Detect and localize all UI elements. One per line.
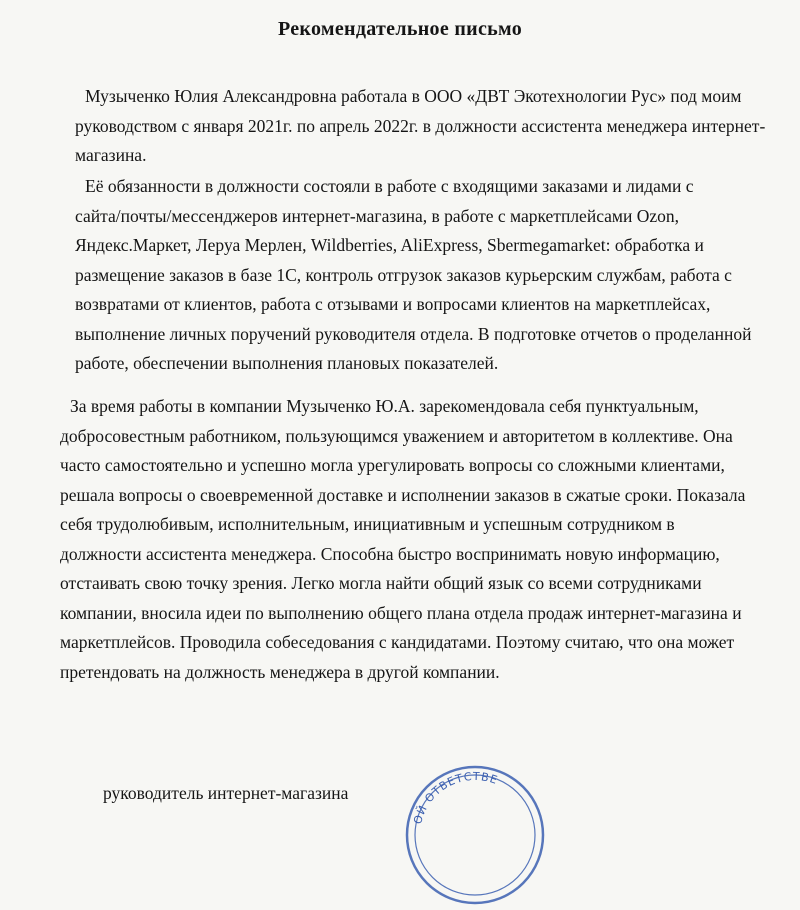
letter-title: Рекомендательное письмо (278, 18, 522, 40)
paragraph-line: За время работы в компании Музыченко Ю.А. зарекомендовала себя пунктуальным, (70, 396, 699, 416)
signature-line: руководитель интернет-магазина (103, 783, 349, 803)
paragraph-line: выполнение личных поручений руководителя отдела. В подготовке отчетов о проделанной (75, 323, 752, 344)
paragraph-1 (75, 82, 765, 171)
paragraph-line: компании, вносила идеи по выполнению общего плана отдела продаж интернет-магазина и (60, 602, 742, 623)
paragraph-line: сайта/почты/мессенджеров интернет-магазина, в работе с маркетплейсами Ozon, (75, 205, 680, 226)
paragraph-line: отстаивать свою точку зрения. Легко могла найти общий язык со всеми сотрудниками (60, 573, 702, 593)
paragraph-line: себя трудолюбивым, исполнительным, инициативным и успешным сотрудником в (60, 514, 675, 534)
paragraph-line: Музыченко Юлия Александровна работала в ООО «ДВТ Экотехнологии Рус» под моим (85, 86, 742, 106)
paragraph-line: магазина. (75, 145, 147, 165)
paragraph-line: претендовать на должность менеджера в другой компании. (60, 661, 500, 682)
paragraph-line: решала вопросы о своевременной доставке и исполнении заказов в сжатые сроки. Показала (60, 484, 746, 505)
paragraph-line: возвратами от клиентов, работа с отзывами и вопросами клиентов на маркетплейсах, (75, 294, 711, 314)
paragraph-line: работе, обеспечении выполнения плановых показателей. (75, 353, 499, 373)
paragraph-line: Яндекс.Маркет, Леруа Мерлен, Wildberries, AliExpress, Sbermegamarket: обработка и (75, 235, 704, 255)
paragraph-line: маркетплейсов. Проводила собеседования с кандидатами. Поэтому считаю, что она может (60, 632, 735, 652)
paragraph-line: добросовестным работником, пользующимся уважением и авторитетом в коллективе. Она (60, 425, 733, 446)
paragraph-line: руководством с января 2021г. по апрель 2022г. в должности ассистента менеджера интернет- (75, 115, 766, 136)
paragraph-3 (60, 392, 760, 687)
paragraph-2 (75, 172, 765, 379)
paragraph-line: должности ассистента менеджера. Способна быстро воспринимать новую информацию, (60, 543, 720, 564)
paragraph-line: Её обязанности в должности состояли в работе с входящими заказами и лидами с (85, 176, 694, 196)
company-stamp (400, 760, 550, 910)
paragraph-line: часто самостоятельно и успешно могла урегулировать вопросы со сложными клиентами, (60, 455, 725, 475)
stamp-text: ОЙ ОТВЕТСТВЕ (411, 769, 500, 826)
paragraph-line: размещение заказов в базе 1С, контроль отгрузок заказов курьерским службам, работа с (75, 264, 732, 285)
